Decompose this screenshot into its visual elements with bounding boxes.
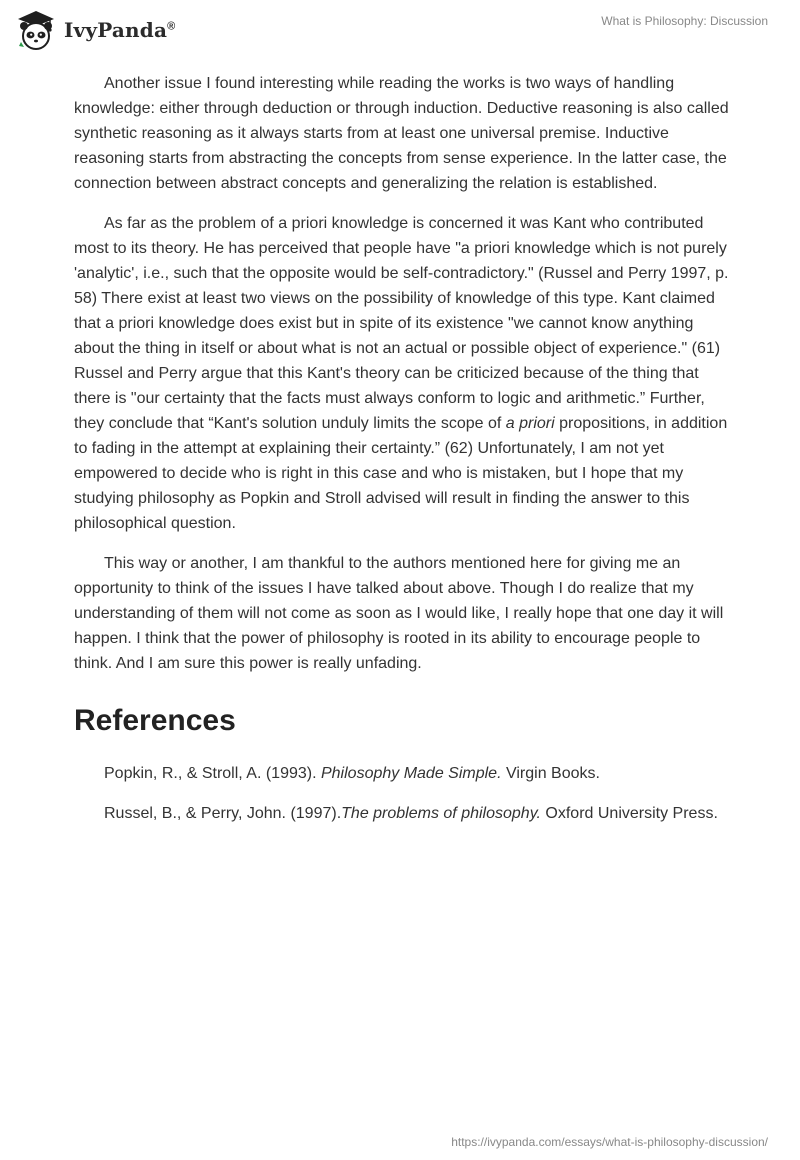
panda-graduate-icon	[14, 9, 58, 51]
brand-logo[interactable]	[14, 9, 175, 51]
reference-item: Popkin, R., & Stroll, A. (1993). Philosophy Made Simple. Virgin Books.	[104, 765, 600, 782]
brand-name: IvyPanda®	[64, 18, 176, 42]
page-header	[0, 0, 800, 60]
paragraph-deduction-induction: Another issue I found interesting while reading the works is two ways of handling knowledge: either through deduction or through induction. Deductive reasoning is also called synthetic reasoning as it always starts from at least one universal premise. Inductive reasoning starts from abstracting the concepts from sense experience. In the latter case, the connection between abstract concepts and generalizing the relation is established.	[74, 75, 729, 192]
paragraph-a-priori: As far as the problem of a priori knowledge is concerned it was Kant who contributed most to its theory. He has perceived that people have "a priori knowledge which is not purely 'analytic', i.e., such that the opposite would be self-contradictory." (Russel and Perry 1997, p. 58) There exist at least two views on the possibility of knowledge of this type. Kant claimed that a priori knowledge does exist but in spite of its existence "we cannot know anything about the thing in itself or about what is not an actual or possible object of experience." (61) Russel and Perry argue that this Kant's theory can be criticized because of the thing that there is "our certainty that the facts must always conform to logic and arithmetic.” Further, they conclude that “Kant's solution unduly limits the scope of a priori propositions, in addition to fading in the attempt at explaining their certainty.” (62) Unfortunately, I am not yet empowered to decide who is right in this case and who is mistaken, but I hope that my studying philosophy as Popkin and Stroll advised will result in finding the answer to this philosophical question.	[74, 215, 729, 532]
paragraph-conclusion: This way or another, I am thankful to the authors mentioned here for giving me an opportunity to think of the issues I have talked about above. Though I do realize that my understanding of them will not come as soon as I would like, I really hope that one day it will happen. I think that the power of philosophy is rooted in its ability to encourage people to think. And I am sure this power is really unfading.	[74, 555, 724, 672]
reference-item: Russel, B., & Perry, John. (1997).The problems of philosophy. Oxford University Press.	[104, 805, 718, 822]
document-title: What is Philosophy: Discussion	[601, 14, 768, 28]
source-url[interactable]: https://ivypanda.com/essays/what-is-philosophy-discussion/	[451, 1135, 768, 1149]
essay-content	[74, 71, 734, 841]
references-heading: References	[74, 704, 236, 737]
